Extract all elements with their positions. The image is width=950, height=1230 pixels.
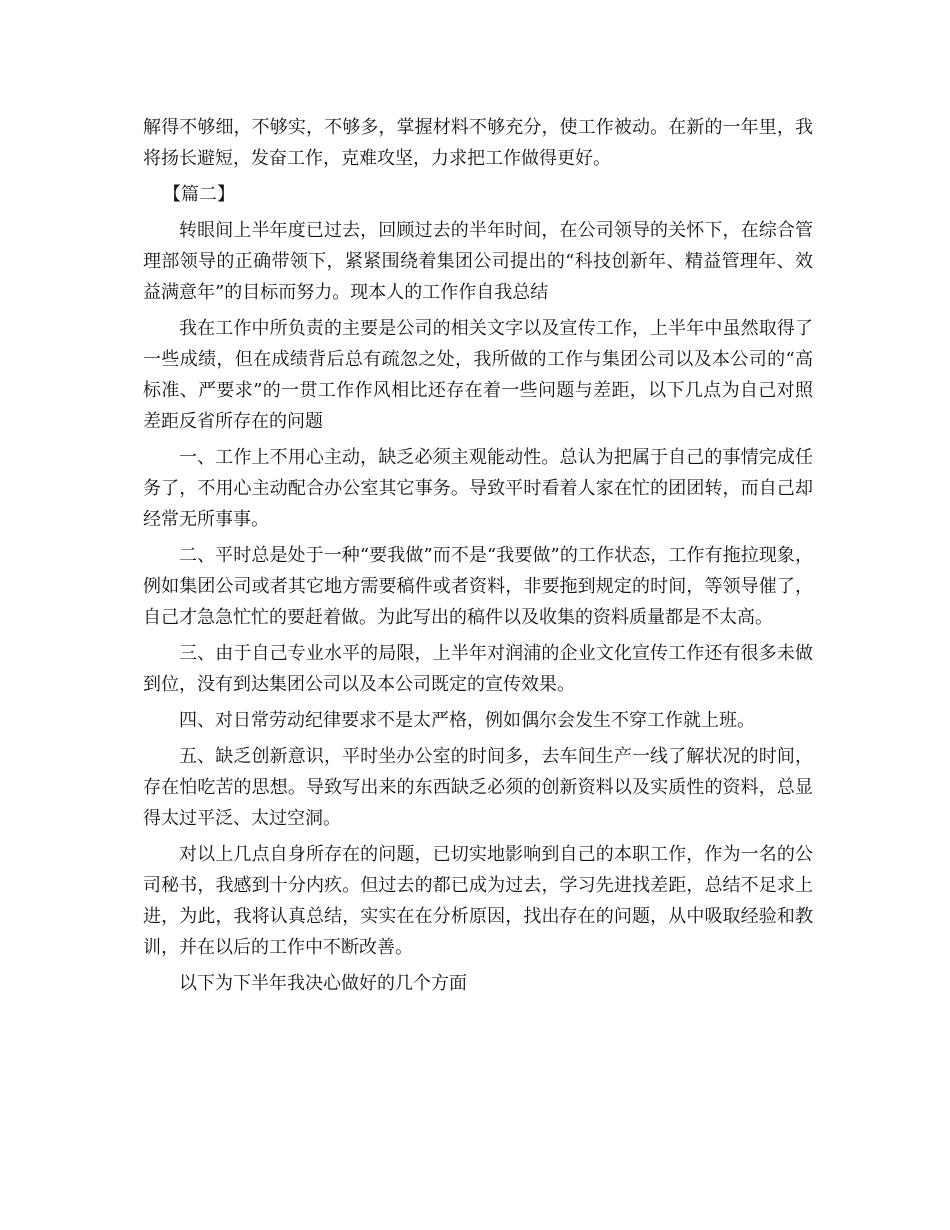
paragraph-plan-intro: 以下为下半年我决心做好的几个方面 [179,973,467,994]
section-heading: 【篇二】 [163,184,235,205]
paragraph-issue-4: 四、对日常劳动纪律要求不是太严格，例如偶尔会发生不穿工作就上班。 [179,710,755,731]
paragraph-issue-1: 一、工作上不用心主动，缺乏必须主观能动性。总认为把属于自己的事情完成任务了，不用心主动配合办公室其它事务。导致平时看着人家在忙的团团转，而自己却经常无所事事。 [143,447,813,530]
paragraph-continuation: 解得不够细，不够实，不够多，掌握材料不够充分，使工作被动。在新的一年里，我将扬长避短，发奋工作，克难攻坚，力求把工作做得更好。 [143,117,813,169]
paragraph-responsibilities: 我在工作中所负责的主要是公司的相关文字以及宣传工作，上半年中虽然取得了一些成绩，但在成绩背后总有疏忽之处，我所做的工作与集团公司以及本公司的“高标准、严要求”的一贯工作作风相比还存在着一些问题与差距，以下几点为自己对照差距反省所存在的问题 [143,318,813,432]
paragraph-issue-2: 二、平时总是处于一种“要我做”而不是“我要做”的工作状态，工作有拖拉现象，例如集团公司或者其它地方需要稿件或者资料，非要拖到规定的时间，等领导催了，自己才急急忙忙的要赶着做。为此写出的稿件以及收集的资料质量都是不太高。 [143,545,813,628]
paragraph-issue-3: 三、由于自己专业水平的局限，上半年对润浦的企业文化宣传工作还有很多未做到位，没有到达集团公司以及本公司既定的宣传效果。 [143,643,813,695]
paragraph-intro: 转眼间上半年度已过去，回顾过去的半年时间，在公司领导的关怀下，在综合管理部领导的正确带领下，紧紧围绕着集团公司提出的“科技创新年、精益管理年、效益满意年”的目标而努力。现本人的工作作自我总结 [143,220,813,303]
document-body [143,112,813,1004]
paragraph-issue-5: 五、缺乏创新意识，平时坐办公室的时间多，去车间生产一线了解状况的时间，存在怕吃苦的思想。导致写出来的东西缺乏必须的创新资料以及实质性的资料，总显得太过平泛、太过空洞。 [143,746,813,829]
paragraph-reflection: 对以上几点自身所存在的问题，已切实地影响到自己的本职工作，作为一名的公司秘书，我感到十分内疚。但过去的都已成为过去，学习先进找差距，总结不足求上进，为此，我将认真总结，实实在在分析原因，找出存在的问题，从中吸取经验和教训，并在以后的工作中不断改善。 [143,844,813,958]
